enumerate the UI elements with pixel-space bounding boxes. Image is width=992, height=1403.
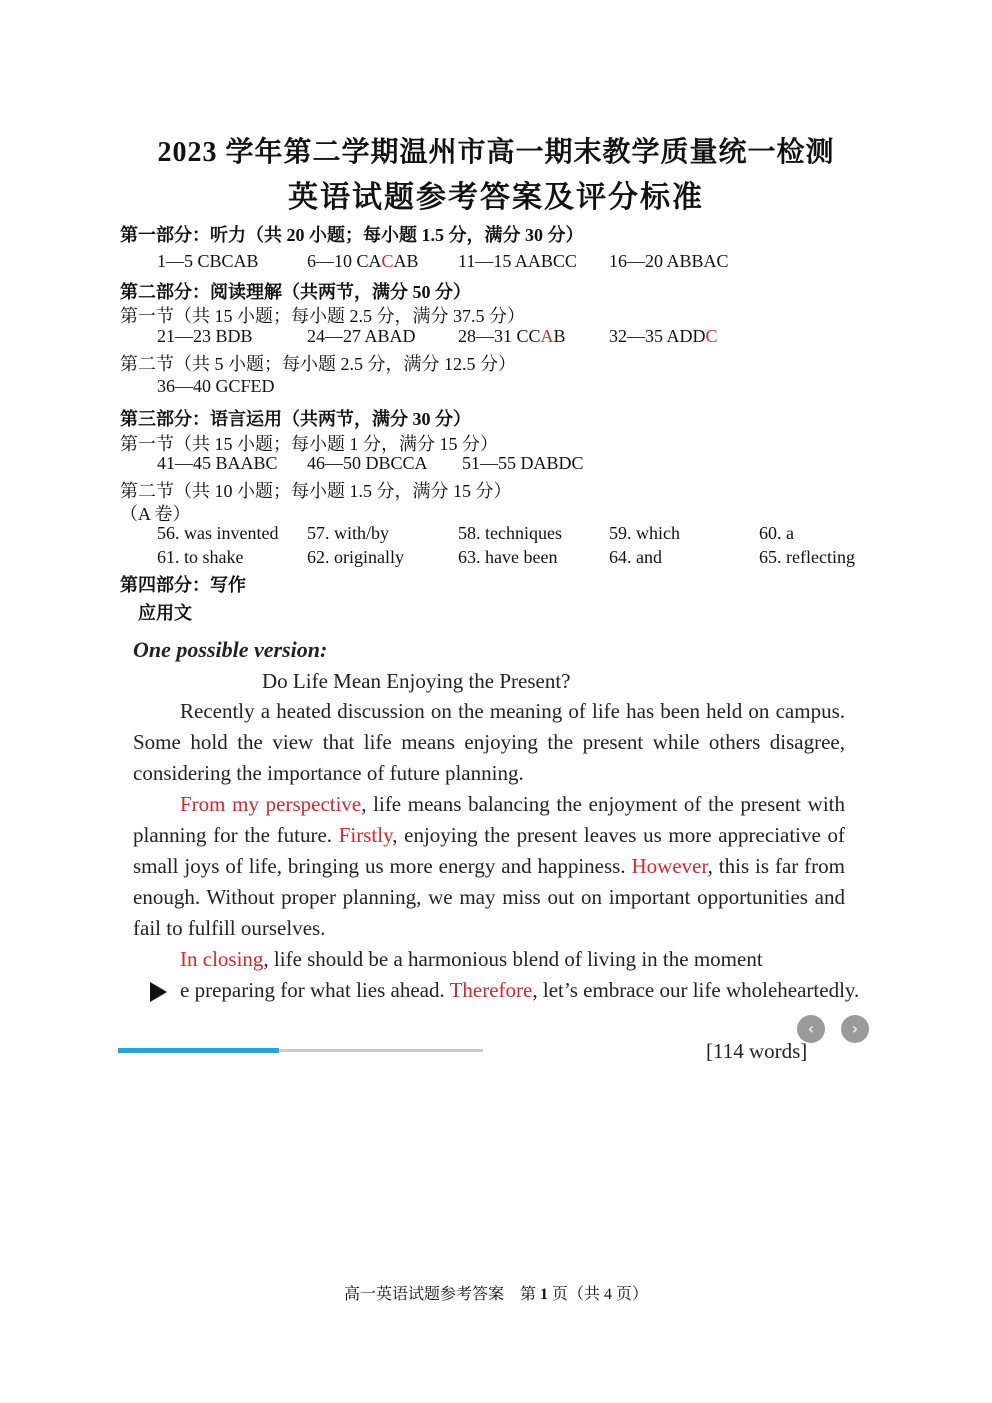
fill-answer: 60. a [759, 523, 794, 543]
part3-paper-label: （A 卷） [120, 504, 191, 524]
fill-answer: 64. and [609, 547, 662, 567]
part1-answer-4: 16—20 ABBAC [609, 251, 729, 271]
part3-section1: 第一节（共 15 小题；每小题 1 分，满分 15 分） [120, 434, 498, 454]
part2-heading: 第二部分：阅读理解（共两节，满分 50 分） [120, 282, 471, 302]
part2-answer-3: 28—31 CCAB [458, 326, 566, 346]
next-button[interactable]: › [841, 1015, 869, 1043]
essay-paragraph-3b: e preparing for what lies ahead. Therefore, let’s embrace our life wholeheartedly. [180, 978, 860, 1002]
essay-paragraph-3a: In closing, life should be a harmonious blend of living in the moment [180, 947, 763, 971]
fill-answer: 56. was invented [157, 523, 279, 543]
progress-bar[interactable] [118, 1049, 483, 1052]
fill-answer: 63. have been [458, 547, 558, 567]
part3-section2: 第二节（共 10 小题；每小题 1.5 分，满分 15 分） [120, 481, 512, 501]
essay-paragraph-2: From my perspective, life means balancing the enjoyment of the present with planning for the future. Firstly, enjoying the present leaves us more appreciative of small joys of life, bringing us more energy and happiness. However, this is far from enough. Without proper planning, we may miss out on important opportunities and fail to fulfill ourselves. [133, 792, 846, 940]
part2-answer-5: 36—40 GCFED [157, 376, 275, 396]
part2-answer-1: 21—23 BDB [157, 326, 253, 346]
part1-answer-3: 11—15 AABCC [458, 251, 577, 271]
part3-answer-1: 41—45 BAABC [157, 453, 278, 473]
part1-answer-2: 6—10 CACAB [307, 251, 419, 271]
essay-paragraph-1: Recently a heated discussion on the meaning of life has been held on campus. Some hold the view that life means enjoying the present while others disagree, considering the importance of future planning. [133, 699, 845, 785]
part2-answer-4: 32—35 ADDC [609, 326, 718, 346]
part4-heading: 第四部分：写作 [120, 575, 246, 595]
play-icon[interactable] [150, 982, 167, 1002]
part3-answer-2: 46—50 DBCCA [307, 453, 428, 473]
fill-answer: 58. techniques [458, 523, 562, 543]
essay-title: Do Life Mean Enjoying the Present? [262, 669, 571, 693]
part4-subheading: 应用文 [138, 603, 192, 623]
fill-answer: 57. with/by [307, 523, 390, 543]
fill-answer: 61. to shake [157, 547, 244, 567]
progress-fill [118, 1048, 279, 1053]
page-footer: 高一英语试题参考答案 第 1 页（共 4 页） [343, 1286, 649, 1303]
part3-heading: 第三部分：语言运用（共两节，满分 30 分） [120, 409, 471, 429]
part2-section2: 第二节（共 5 小题；每小题 2.5 分，满分 12.5 分） [120, 354, 516, 374]
part2-section1: 第一节（共 15 小题；每小题 2.5 分，满分 37.5 分） [120, 306, 525, 326]
fill-answer: 59. which [609, 523, 680, 543]
fill-answer: 65. reflecting [759, 547, 855, 567]
page-title-line1: 2023 学年第二学期温州市高一期末教学质量统一检测 [157, 137, 835, 168]
essay-label: One possible version: [133, 637, 328, 662]
page-title-line2: 英语试题参考答案及评分标准 [288, 181, 704, 214]
part1-answer-1: 1—5 CBCAB [157, 251, 259, 271]
part3-answer-3: 51—55 DABDC [462, 453, 584, 473]
prev-button[interactable]: ‹ [797, 1015, 825, 1043]
part1-heading: 第一部分：听力（共 20 小题；每小题 1.5 分，满分 30 分） [120, 225, 584, 245]
part2-answer-2: 24—27 ABAD [307, 326, 416, 346]
fill-answer: 62. originally [307, 547, 404, 567]
essay-word-count: [114 words] [706, 1039, 808, 1063]
